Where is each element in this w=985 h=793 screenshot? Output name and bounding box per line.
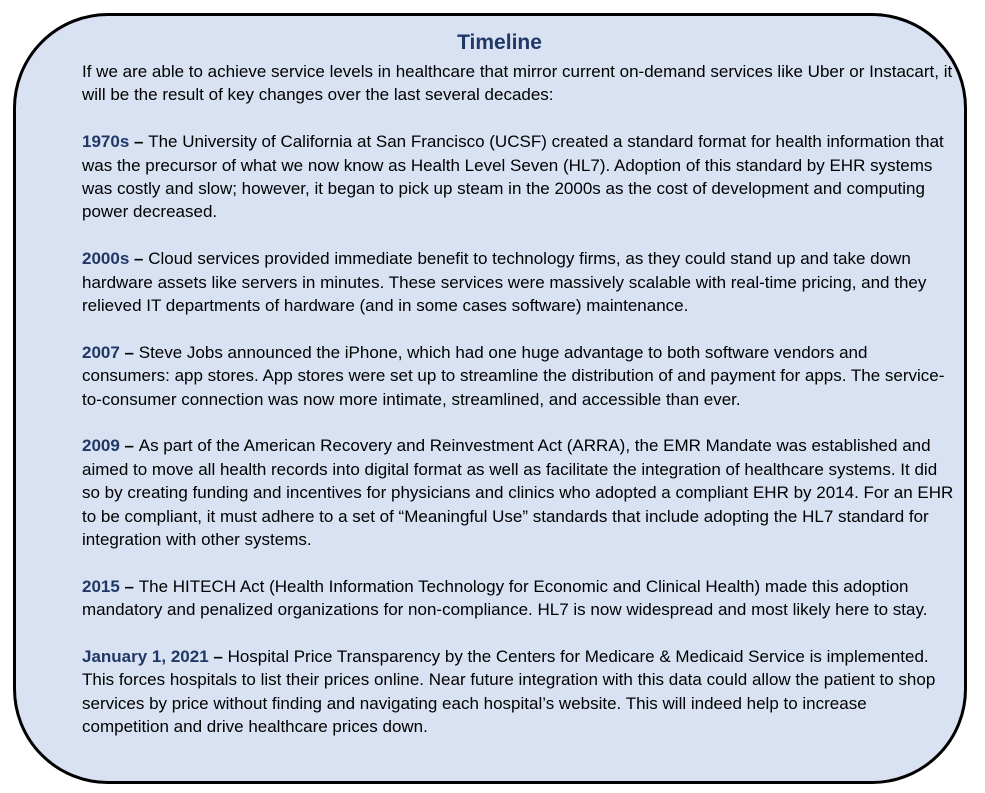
timeline-entry-2007 — [82, 341, 957, 411]
entry-text: Cloud services provided immediate benefit to technology firms, as they could stand up and take down hardware assets like servers in minutes. These services were massively scalable with real-time pricing, and they relieved IT departments of hardware (and in some cases software) maintenance. — [82, 249, 927, 316]
entry-text: As part of the American Recovery and Reinvestment Act (ARRA), the EMR Mandate was established and aimed to move all health records into digital format as well as facilitate the integration of healthcare systems. It did so by creating funding and incentives for physicians and clinics who adopted a compliant EHR by 2014. For an EHR to be compliant, it must adhere to a set of “Meaningful Use” standards that include adopting the HL7 standard for integration with other systems. — [82, 436, 954, 550]
entry-dash: – — [119, 436, 139, 456]
page-title: Timeline — [457, 31, 542, 54]
entry-year: 2000s — [82, 249, 130, 269]
timeline-entry-2021 — [82, 645, 957, 739]
entry-text: Hospital Price Transparency by the Centers for Medicare & Medicaid Service is implemented. This forces hospitals to list their prices online. Near future integration with this data could allow the patient to shop services by price without finding and navigating each hospital’s website. This will indeed help to increase competition and drive healthcare prices down. — [82, 647, 936, 737]
entry-text: Steve Jobs announced the iPhone, which had one huge advantage to both software vendors and consumers: app stores. App stores were set up to streamline the distribution of and payment for apps. The service-to-consumer connection was now more intimate, streamlined, and accessible than ever. — [82, 342, 945, 409]
intro-paragraph: If we are able to achieve service levels in healthcare that mirror current on-demand services like Uber or Instacart, it will be the result of key changes over the last several decades: — [82, 62, 953, 105]
timeline-entry-1970s — [82, 130, 957, 224]
entry-dash: – — [129, 249, 149, 269]
entry-dash: – — [119, 342, 139, 362]
timeline-content — [82, 30, 957, 739]
entry-year: 2007 — [82, 342, 120, 362]
entry-text: The HITECH Act (Health Information Technology for Economic and Clinical Health) made this adoption mandatory and penalized organizations for non-compliance. HL7 is now widespread and most likely here to stay. — [82, 576, 928, 620]
entry-text: The University of California at San Francisco (UCSF) created a standard format for health information that was the precursor of what we now know as Health Level Seven (HL7). Adoption of this standard by EHR systems was costly and slow; however, it began to pick up steam in the 2000s as the cost of development and computing power decreased. — [82, 132, 944, 222]
entry-dash: – — [208, 647, 228, 667]
entry-year: 1970s — [82, 132, 130, 152]
entry-dash: – — [129, 132, 149, 152]
entry-year: January 1, 2021 — [82, 647, 209, 667]
timeline-entry-2015 — [82, 575, 957, 622]
entry-year: 2009 — [82, 436, 120, 456]
timeline-entry-2000s — [82, 247, 957, 317]
entry-dash: – — [119, 576, 139, 596]
timeline-entry-2009 — [82, 434, 957, 551]
entry-year: 2015 — [82, 576, 120, 596]
